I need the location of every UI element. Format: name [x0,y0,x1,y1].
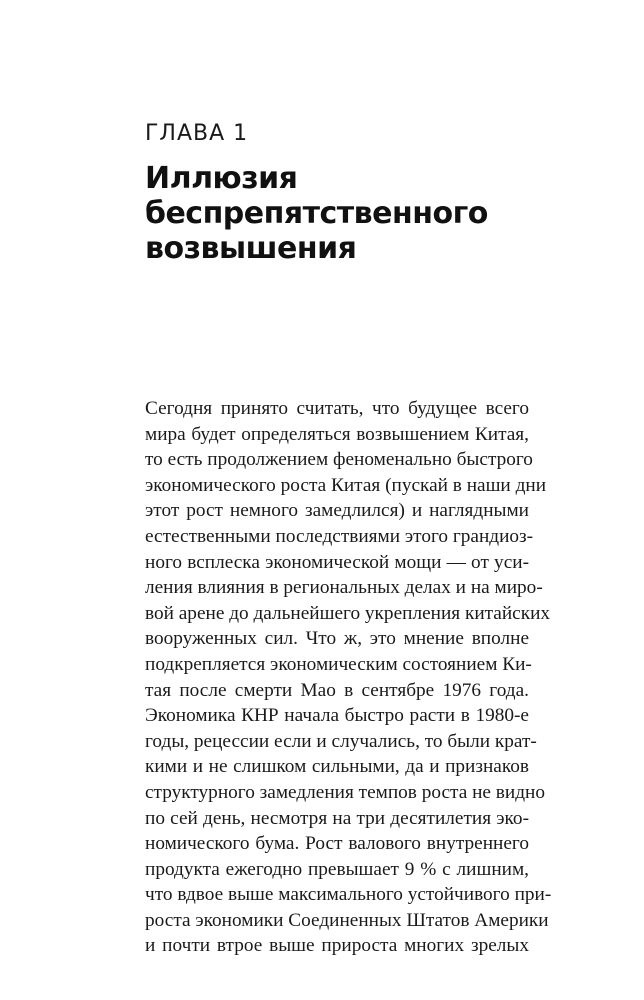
body-line: номического бума. Рост валового внутреннего [145,833,529,855]
body-line: естественными последствиями этого грандиоз- [145,525,534,547]
body-line: экономического роста Китая (пускай в наши дни [145,474,547,496]
chapter-title-line: возвышения [145,231,357,266]
body-line: роста экономики Соединенных Штатов Америки [145,909,549,931]
body-line: ления влияния в региональных делах и на миро- [145,577,543,599]
body-line: вой арене до дальнейшего укрепления китайских [145,602,551,624]
body-line: Сегодня принято считать, что будущее всего [145,398,529,419]
chapter-label: ГЛАВА 1 [145,121,249,146]
body-paragraph [145,396,552,959]
body-line: и почти втрое выше прироста многих зрелых [145,935,529,957]
body-line: вооруженных сил. Что ж, это мнение вполне [145,628,529,650]
body-line: продукта ежегодно превышает 9 % с лишним, [145,858,529,880]
chapter-title [145,161,488,266]
body-line: кими и не слишком сильными, да и признаков [145,756,529,778]
body-line: по сей день, несмотря на три десятилетия эко- [145,807,529,829]
chapter-title-line: беспрепятственного [145,196,488,231]
body-line: ного всплеска экономической мощи — от уси- [145,551,529,573]
body-line: что вдвое выше максимального устойчивого при- [145,884,552,906]
body-line: Экономика КНР начала быстро расти в 1980-е [145,705,529,727]
body-line: этот рост немного замедлился) и наглядными [145,500,529,522]
chapter-title-line: Иллюзия [145,161,298,196]
body-line: подкрепляется экономическим состоянием Ки- [145,653,532,675]
body-line: структурного замедления темпов роста не видно [145,781,545,803]
body-line: мира будет определяться возвышением Китая, [145,423,529,445]
body-line: годы, рецессии если и случались, то были крат- [145,730,537,752]
body-line: то есть продолжением феноменально быстрого [145,449,533,471]
body-line: тая после смерти Мао в сентябре 1976 года. [145,679,529,701]
